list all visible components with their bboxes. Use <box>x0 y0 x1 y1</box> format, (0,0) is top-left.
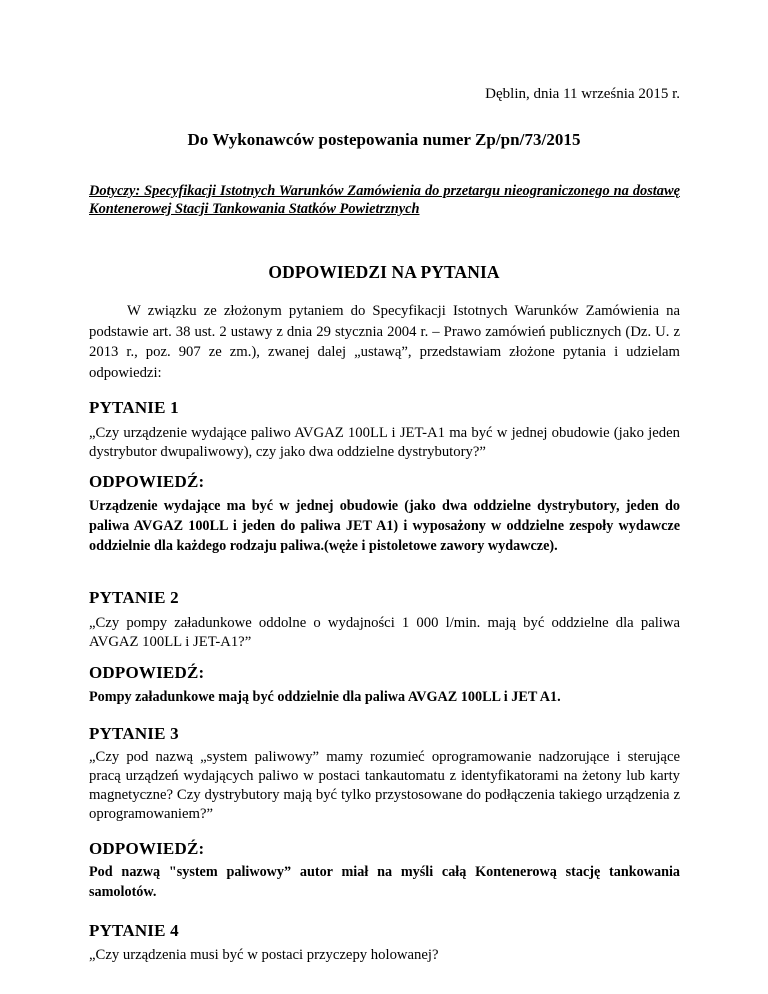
subject-line: Dotyczy: Specyfikacji Istotnych Warunków Zamówienia do przetargu nieograniczonego na dostawę Kontenerowej Stacji Tankowania Statków Powietrznych <box>89 183 680 217</box>
answer-1-text: Urządzenie wydające ma być w jednej obudowie (jako dwa oddzielne dystrybutory, jeden do paliwa AVGAZ 100LL i jeden do paliwa JET A1) i wyposażony w oddzielne zespoły wydawcze oddzielnie dla każdego rodzaju paliwa.(węże i pistoletowe zawory wydawcze). <box>89 498 680 554</box>
question-1-text: „Czy urządzenie wydające paliwo AVGAZ 100LL i JET-A1 ma być w jednej obudowie (jako jeden dystrybutor dwupaliwowy), czy jako dwa oddzielne dystrybutory?” <box>89 425 680 460</box>
question-2-label: PYTANIE 2 <box>89 588 179 607</box>
dateline: Dęblin, dnia 11 września 2015 r. <box>485 86 680 102</box>
answer-2-text: Pompy załadunkowe mają być oddzielnie dla paliwa AVGAZ 100LL i JET A1. <box>89 689 561 705</box>
answer-3-label: ODPOWIEDŹ: <box>89 839 205 858</box>
question-3-text: „Czy pod nazwą „system paliwowy” mamy rozumieć oprogramowanie nadzorujące i sterujące pracą urządzeń wydających paliwo w postaci tankautomatu z identyfikatorami na żetony lub karty magnetyczne? Czy dystrybutory mają być tylko przystosowane do podłączenia takiego urządzenia z oprogramowaniem?” <box>89 749 680 822</box>
answer-1-label: ODPOWIEDŹ: <box>89 472 205 491</box>
answer-2-label: ODPOWIEDŹ: <box>89 663 205 682</box>
question-2-text: „Czy pompy załadunkowe oddolne o wydajności 1 000 l/min. mają być oddzielne dla paliwa AVGAZ 100LL i JET-A1?” <box>89 615 680 650</box>
main-heading: ODPOWIEDZI NA PYTANIA <box>268 262 500 282</box>
question-4-text: „Czy urządzenia musi być w postaci przyczepy holowanej? <box>89 947 439 963</box>
answer-3-text: Pod nazwą "system paliwowy” autor miał na myśli całą Kontenerową stację tankowania samolotów. <box>89 864 680 900</box>
question-4-label: PYTANIE 4 <box>89 921 179 940</box>
question-1-label: PYTANIE 1 <box>89 398 179 417</box>
question-3-label: PYTANIE 3 <box>89 724 179 743</box>
addressee-heading: Do Wykonawców postepowania numer Zp/pn/73/2015 <box>187 130 581 149</box>
intro-paragraph: W związku ze złożonym pytaniem do Specyfikacji Istotnych Warunków Zamówienia na podstawie art. 38 ust. 2 ustawy z dnia 29 stycznia 2004 r. – Prawo zamówień publicznych (Dz. U. z 2013 r., poz. 907 ze zm.), zwanej dalej „ustawą”, przedstawiam złożone pytania i udzielam odpowiedzi: <box>89 303 680 381</box>
